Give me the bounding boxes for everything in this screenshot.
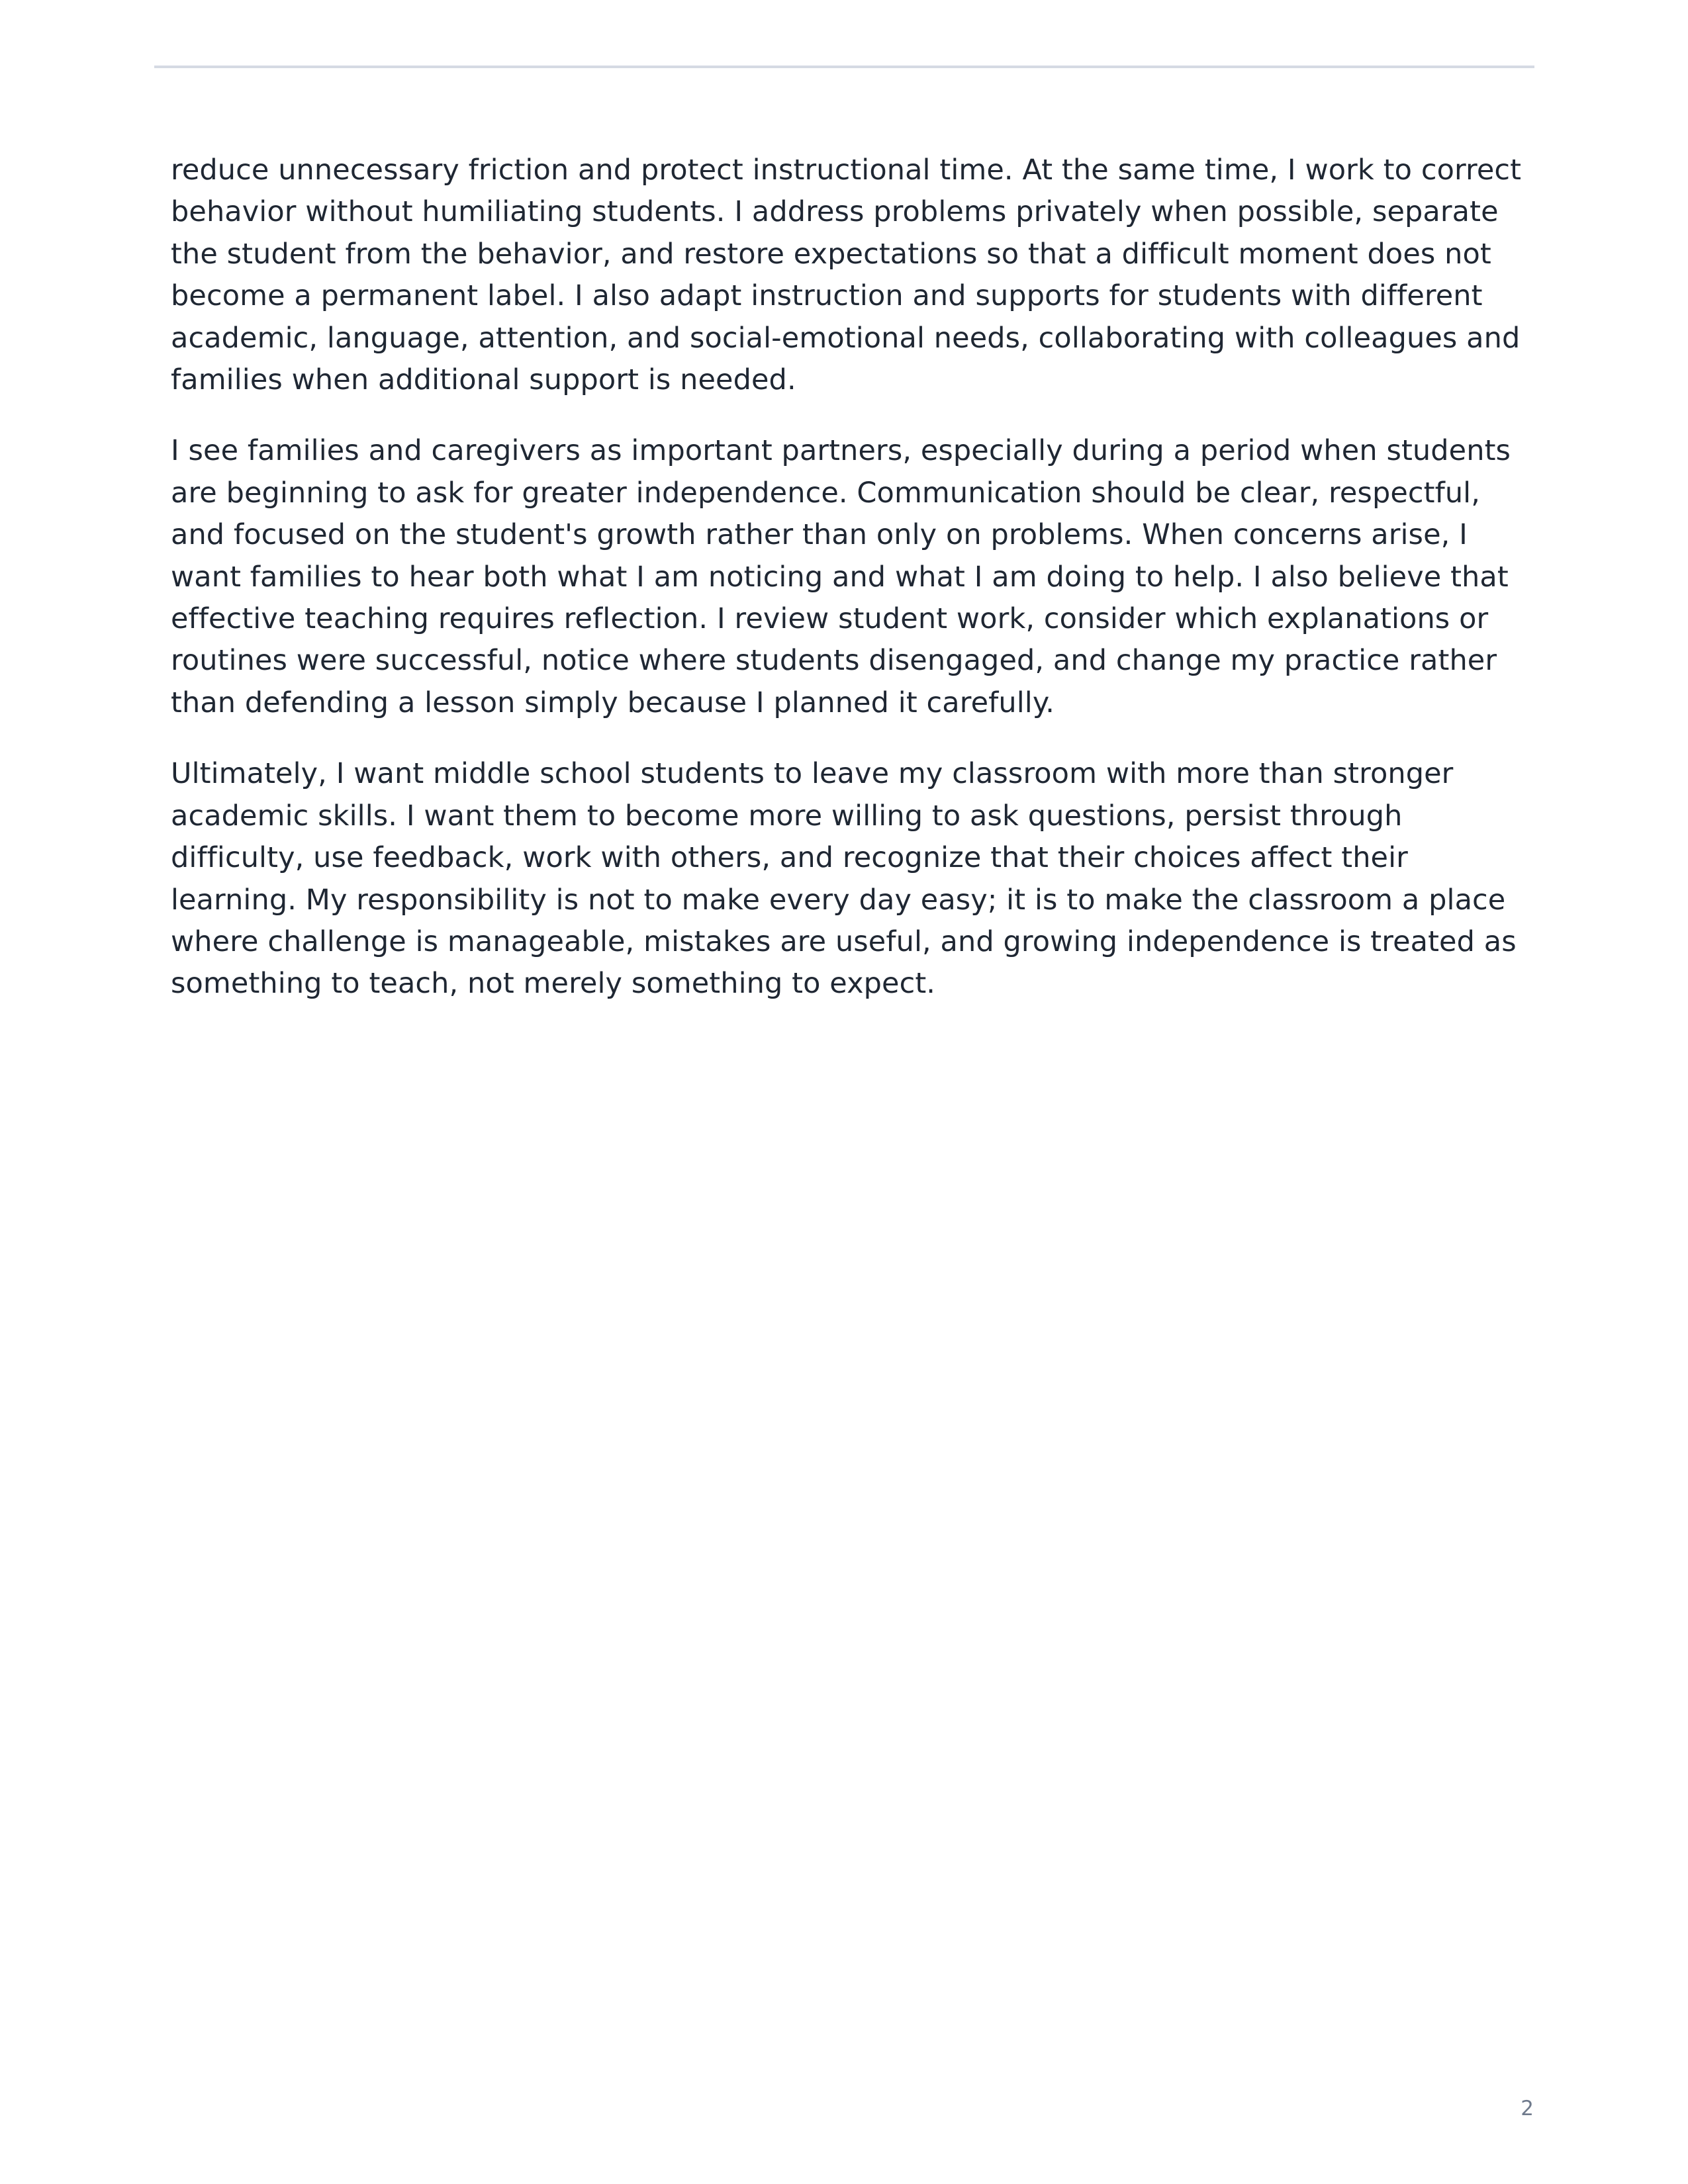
page-number: 2	[1521, 2097, 1534, 2120]
paragraph-3: Ultimately, I want middle school students to leave my classroom with more than stronger academic skills. I want them to become more willing to ask questions, persist through difficulty, use feedback, work with others, and recognize that their choices affect their learning. My responsibility is not to make every day easy; it is to make the classroom a place where challenge is manageable, mistakes are useful, and growing independence is treated as something to teach, not merely something to expect.	[171, 757, 1517, 1001]
paragraph-1: reduce unnecessary friction and protect instructional time. At the same time, I work to correct behavior without humiliating students. I address problems privately when possible, separate the student from the behavior, and restore expectations so that a difficult moment does not become a permanent label. I also adapt instruction and supports for students with different academic, language, attention, and social-emotional needs, collaborating with colleagues and families when additional support is needed.	[171, 154, 1522, 397]
body-text	[171, 150, 1534, 1034]
paragraph-2: I see families and caregivers as important partners, especially during a period when students are beginning to ask for greater independence. Communication should be clear, respectful, and focused on the student's growth rather than only on problems. When concerns arise, I want families to hear both what I am noticing and what I am doing to help. I also believe that effective teaching requires reflection. I review student work, consider which explanations or routines were successful, notice where students disengaged, and change my practice rather than defending a lesson simply because I planned it carefully.	[171, 434, 1511, 719]
header-divider	[154, 66, 1534, 68]
